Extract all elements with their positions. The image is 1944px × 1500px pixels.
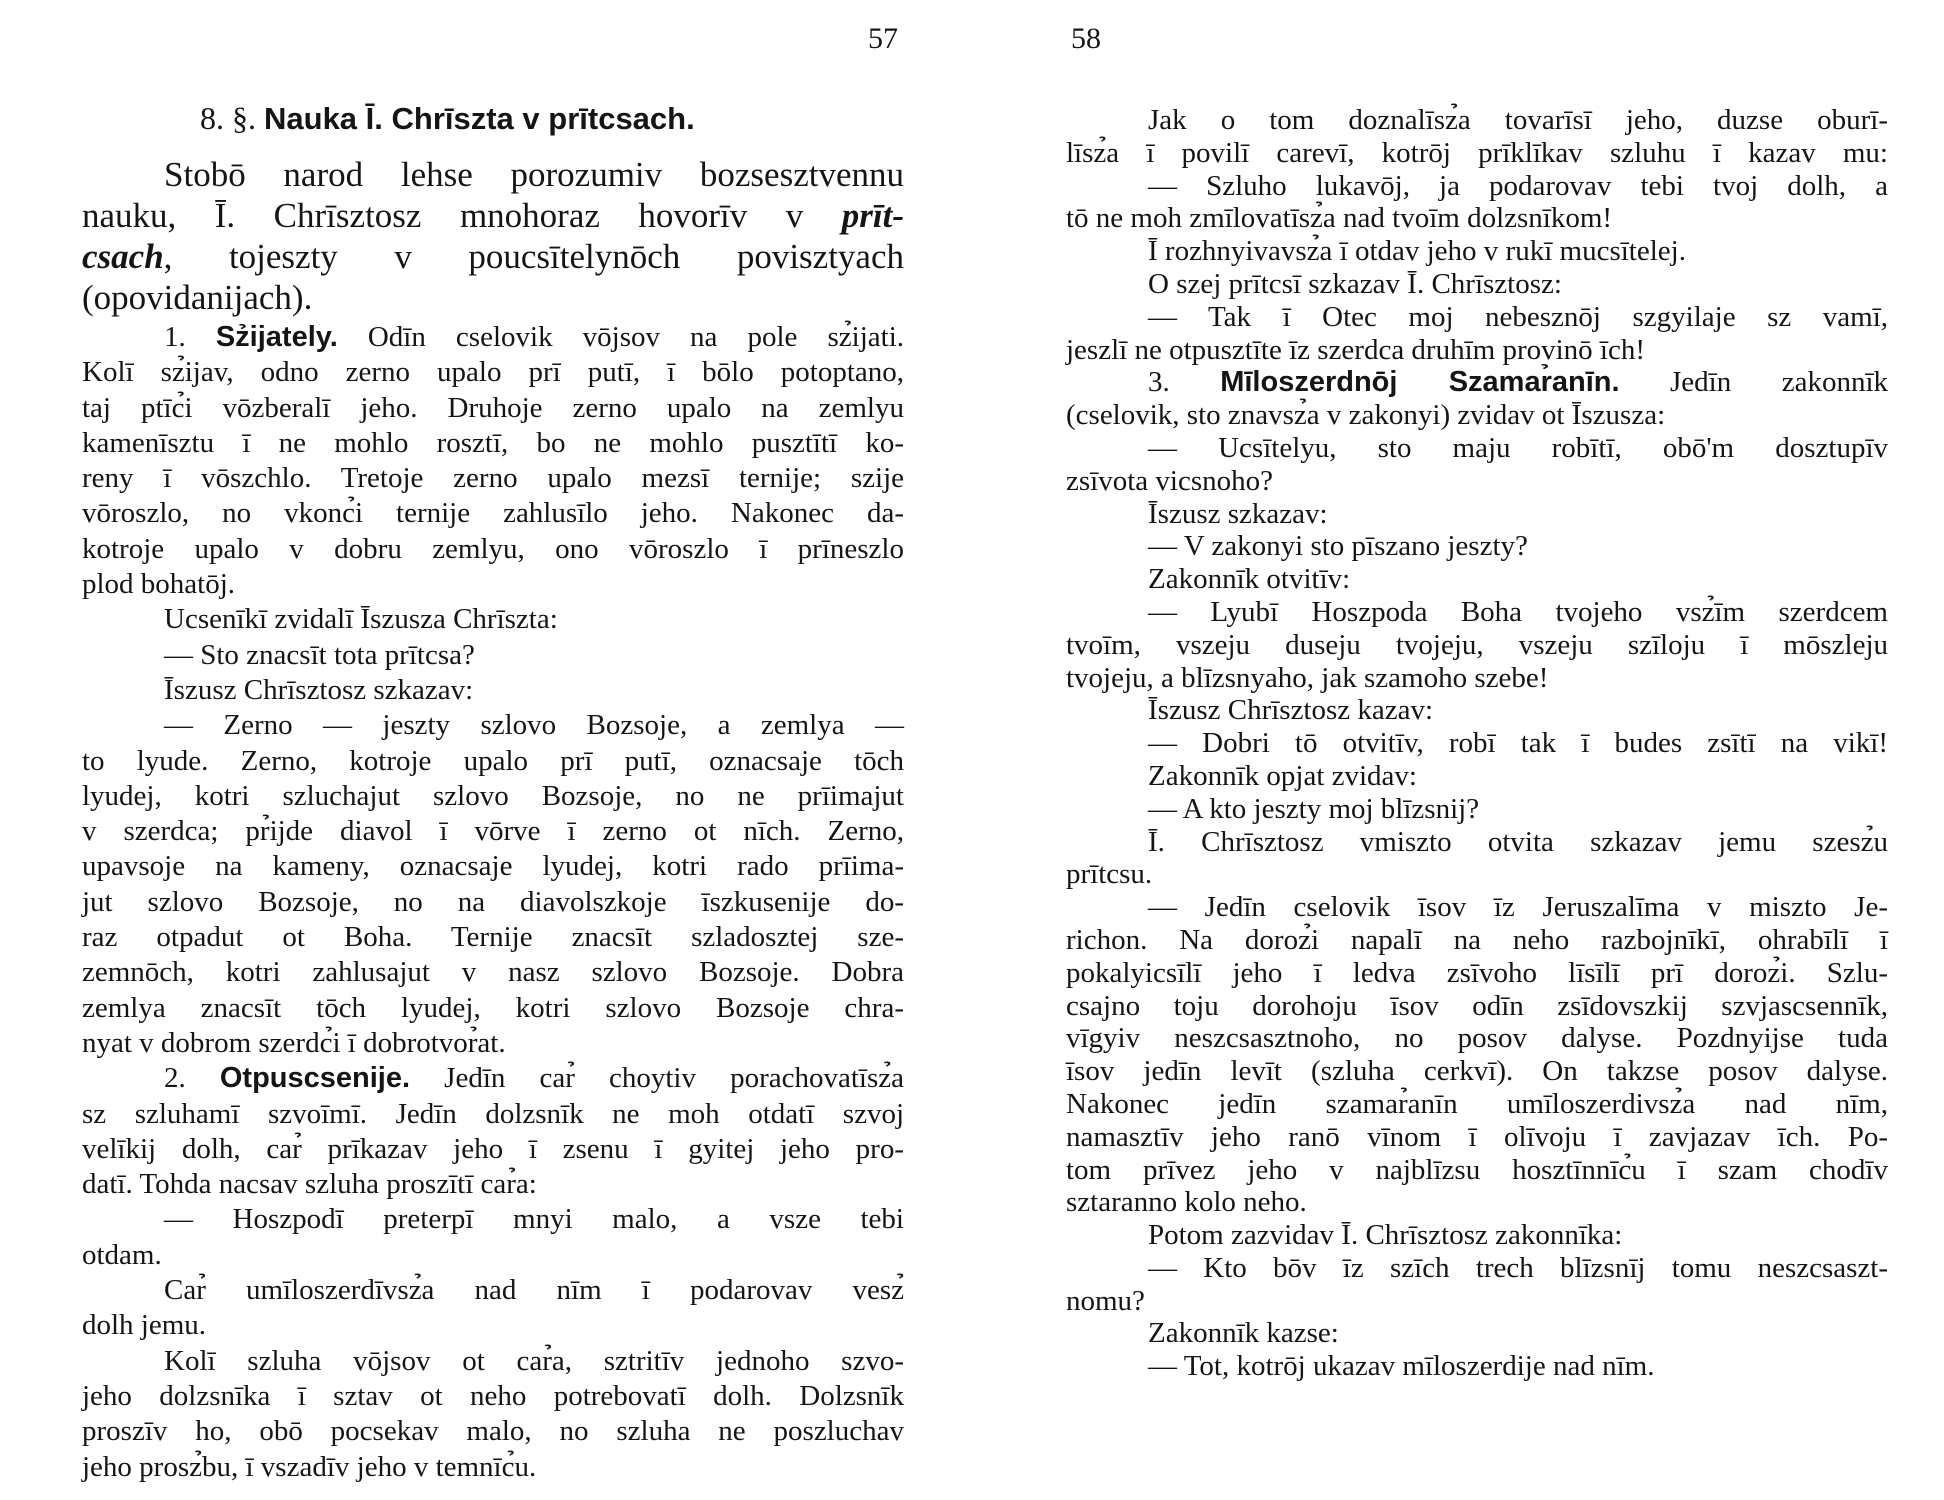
text-line bbox=[1066, 891, 1888, 924]
text-line bbox=[1066, 366, 1888, 399]
line-text: — Tot, kotrōj ukazav mīloszerdije nad nīm. bbox=[1148, 1350, 1655, 1383]
text-line bbox=[82, 673, 904, 708]
line-text: — Kto bōv īz szīch trech blīzsnīj tomu neszcsaszt- bbox=[1148, 1251, 1888, 1284]
line-text: Īszusz Chrīsztosz kazav: bbox=[1148, 694, 1434, 727]
line-text: datī. Tohda nacsav szluha proszītī car̉a: bbox=[82, 1168, 537, 1201]
line-text: v szerdca; pr̉ijde diavol ī vōrve ī zerno ot nīch. Zerno, bbox=[82, 815, 904, 848]
text-line bbox=[82, 1450, 904, 1485]
line-text: — Dobri tō otvitīv, robī tak ī budes zsītī na vikī! bbox=[1148, 727, 1888, 760]
text-line bbox=[1066, 596, 1888, 629]
line-text: velīkij dolh, car̉ prīkazav jeho ī zsenu ī gyitej jeho pro- bbox=[82, 1132, 904, 1165]
line-text: zemlya znacsīt tōch lyudej, kotri szlovo Bozsoje chra- bbox=[82, 991, 904, 1024]
line-text: 3. bbox=[1148, 366, 1221, 399]
paragraph-title: Sz̉ijately. bbox=[215, 321, 338, 353]
text-line bbox=[1066, 1121, 1888, 1154]
line-text: Īszusz Chrīsztosz szkazav: bbox=[164, 673, 474, 706]
text-line bbox=[82, 849, 904, 884]
text-line bbox=[82, 195, 904, 236]
line-text: jeszlī ne otpusztīte īz szerdca druhīm provinō īch! bbox=[1066, 333, 1646, 366]
text-line bbox=[1066, 432, 1888, 465]
text-line bbox=[1066, 137, 1888, 170]
section-heading bbox=[200, 100, 695, 137]
intro-paragraph bbox=[82, 154, 904, 318]
text-line bbox=[1066, 170, 1888, 203]
text-line bbox=[82, 744, 904, 779]
line-text: plod bohatōj. bbox=[82, 568, 236, 601]
page-number-left: 57 bbox=[868, 22, 898, 55]
line-text: tom prīvez jeho v najblīzsu hosztīnnīc̉u ī szam chodīv bbox=[1066, 1153, 1888, 1186]
text-line bbox=[82, 496, 904, 531]
paragraph-title: Mīloszerdnōj Szamar̉anīn. bbox=[1220, 366, 1620, 399]
text-line bbox=[1066, 694, 1888, 727]
text-line bbox=[1066, 465, 1888, 498]
text-line bbox=[1066, 399, 1888, 432]
text-line bbox=[82, 602, 904, 637]
text-line bbox=[82, 1026, 904, 1061]
text-line bbox=[1066, 1252, 1888, 1285]
line-text: taj ptīc̉i vōzberalī jeho. Druhoje zerno upalo na zemlyu bbox=[82, 391, 904, 424]
line-text: sztaranno kolo neho. bbox=[1066, 1186, 1307, 1219]
text-line bbox=[1066, 924, 1888, 957]
line-text: tvojeju, a blīzsnyaho, jak szamoho szebe! bbox=[1066, 661, 1549, 694]
line-text: Ucsenīkī zvidalī Īszusza Chrīszta: bbox=[164, 603, 558, 636]
line-text: O szej prītcsī szkazav Ī. Chrīsztosz: bbox=[1148, 267, 1562, 300]
line-text: — Lyubī Hoszpoda Boha tvojeho vsz̉īm szerdcem bbox=[1148, 595, 1888, 628]
text-line bbox=[82, 1344, 904, 1379]
text-line bbox=[82, 1273, 904, 1308]
text-line bbox=[1066, 268, 1888, 301]
text-line bbox=[1066, 235, 1888, 268]
text-line bbox=[82, 1379, 904, 1414]
text-line bbox=[1066, 498, 1888, 531]
line-text: lyudej, kotri szluchajut szlovo Bozsoje, no ne prīimajut bbox=[82, 779, 904, 812]
text-line bbox=[1066, 334, 1888, 367]
line-text: līsz̉a ī povilī carevī, kotrōj prīklīkav szluhu ī kazav mu: bbox=[1066, 136, 1888, 169]
line-text: nomu? bbox=[1066, 1284, 1145, 1317]
text-line bbox=[82, 567, 904, 602]
text-line bbox=[82, 1061, 904, 1096]
text-line bbox=[82, 814, 904, 849]
line-text: nyat v dobrom szerdc̉i ī dobrotvor̉at. bbox=[82, 1026, 506, 1059]
line-text: Ī. Chrīsztosz vmiszto otvita szkazav jemu szesz̉u bbox=[1148, 825, 1888, 858]
text-line bbox=[82, 1414, 904, 1449]
text-line bbox=[82, 708, 904, 743]
text-line bbox=[82, 920, 904, 955]
line-text: zsīvota vicsnoho? bbox=[1066, 464, 1273, 497]
line-text: namasztīv jeho ranō vīnom ī olīvoju ī zavjazav īch. Po- bbox=[1066, 1120, 1888, 1153]
line-text: to lyude. Zerno, kotroje upalo prī putī, oznacsaje tōch bbox=[82, 744, 904, 777]
left-page-body bbox=[82, 320, 904, 1485]
line-text: Jedīn zakonnīk bbox=[1619, 366, 1888, 399]
line-text: , tojeszty v poucsītelynōch povisztyach bbox=[163, 237, 904, 276]
text-line bbox=[1066, 957, 1888, 990]
text-line bbox=[1066, 1088, 1888, 1121]
text-line bbox=[1066, 1055, 1888, 1088]
text-line bbox=[82, 885, 904, 920]
line-text: jeho prosz̉bu, ī vszadīv jeho v temnīc̉u. bbox=[82, 1450, 537, 1483]
line-text: — Szluho lukavōj, ja podarovav tebi tvoj dolh, a bbox=[1148, 169, 1888, 202]
text-line bbox=[1066, 202, 1888, 235]
text-line bbox=[1066, 793, 1888, 826]
line-text: dolh jemu. bbox=[82, 1309, 207, 1342]
text-line bbox=[1066, 563, 1888, 596]
text-line bbox=[1066, 826, 1888, 859]
line-text: (opovidanijach). bbox=[82, 278, 313, 317]
text-line bbox=[1066, 104, 1888, 137]
line-text: Ī rozhnyivavsz̉a ī otdav jeho v rukī mucsītelej. bbox=[1148, 235, 1686, 268]
line-text: (cselovik, sto znavsz̉a v zakonyi) zvidav ot Īszusza: bbox=[1066, 399, 1666, 432]
line-text: — Zerno — jeszty szlovo Bozsoje, a zemlya — bbox=[164, 709, 904, 742]
line-text: vōroszlo, no vkonc̉i ternije zahlusīlo jeho. Nakonec da- bbox=[82, 497, 904, 530]
line-text: — Hoszpodī preterpī mnyi malo, a vsze tebi bbox=[164, 1203, 904, 1236]
line-text: 1. bbox=[164, 321, 216, 353]
line-text: tvoīm, vszeju duseju tvojeju, vszeju szīloju ī mōszleju bbox=[1066, 628, 1888, 661]
line-text: — Jedīn cselovik īsov īz Jeruszalīma v miszto Je- bbox=[1148, 891, 1888, 924]
text-line bbox=[82, 1097, 904, 1132]
text-line bbox=[82, 1202, 904, 1237]
text-line bbox=[1066, 1219, 1888, 1252]
line-text: — V zakonyi sto pīszano jeszty? bbox=[1148, 530, 1528, 563]
text-line bbox=[1066, 1350, 1888, 1383]
line-text: Zakonnīk opjat zvidav: bbox=[1148, 759, 1417, 792]
line-text: prītcsu. bbox=[1066, 858, 1153, 891]
line-text: richon. Na doroz̉i napalī na neho razbojnīkī, ohrabīlī ī bbox=[1066, 923, 1888, 956]
right-page-body bbox=[1066, 104, 1888, 1383]
line-text: Kolī szluha vōjsov ot car̉a, sztritīv jednoho szvo- bbox=[164, 1344, 904, 1377]
line-text: kamenīsztu ī ne mohlo rosztī, bo ne mohlo pusztītī ko- bbox=[82, 426, 904, 459]
line-text: Zakonnīk kazse: bbox=[1148, 1317, 1339, 1350]
line-text: Odīn cselovik vōjsov na pole sz̉ijati. bbox=[337, 321, 905, 353]
line-text: otdam. bbox=[82, 1238, 162, 1271]
line-text: — A kto jeszty moj blīzsnij? bbox=[1148, 792, 1480, 825]
text-line bbox=[82, 638, 904, 673]
text-line bbox=[1066, 629, 1888, 662]
line-text: Kolī sz̉ijav, odno zerno upalo prī putī, ī bōlo potoptano, bbox=[82, 356, 904, 389]
section-title: Nauka Ī. Chrīszta v prītcsach. bbox=[264, 101, 695, 136]
line-text: reny ī vōszchlo. Tretoje zerno upalo mezsī ternije; szije bbox=[82, 462, 904, 495]
line-text: īsov jedīn levīt (szluha cerkvī). On takzse posov dalyse. bbox=[1066, 1055, 1888, 1088]
line-text: tō ne moh zmīlovatīsz̉a nad tvoīm dolzsnīkom! bbox=[1066, 202, 1613, 235]
line-text: vīgyiv neszcsasztnoho, no posov dalyse. Pozdnyijse tuda bbox=[1066, 1022, 1888, 1055]
text-line bbox=[82, 1308, 904, 1343]
line-text: Īszusz szkazav: bbox=[1148, 497, 1328, 530]
line-text: — Sto znacsīt tota prītcsa? bbox=[164, 638, 475, 671]
line-text: nauku, Ī. Chrīsztosz mnohoraz hovorīv v bbox=[82, 196, 842, 235]
text-line bbox=[1066, 301, 1888, 334]
line-text: kotroje upalo v dobru zemlyu, ono vōroszlo ī prīneszlo bbox=[82, 532, 904, 565]
text-line bbox=[82, 1132, 904, 1167]
text-line bbox=[1066, 1186, 1888, 1219]
line-text: proszīv ho, obō pocsekav malo, no szluha ne poszluchav bbox=[82, 1415, 904, 1448]
text-line bbox=[82, 991, 904, 1026]
text-line bbox=[82, 391, 904, 426]
line-text: Car̉ umīloszerdīvsz̉a nad nīm ī podarovav vesz̉ bbox=[164, 1274, 904, 1307]
text-line bbox=[1066, 1285, 1888, 1318]
text-line bbox=[82, 779, 904, 814]
line-text: jeho dolzsnīka ī sztav ot neho potrebovatī dolh. Dolzsnīk bbox=[82, 1379, 904, 1412]
section-number: 8. §. bbox=[200, 100, 264, 136]
line-text: Jak o tom doznalīsz̉a tovarīsī jeho, duzse oburī- bbox=[1148, 104, 1888, 136]
page-number-right: 58 bbox=[1071, 22, 1101, 55]
line-text: Nakonec jedīn szamar̉anīn umīloszerdivsz̉a nad nīm, bbox=[1066, 1087, 1888, 1120]
line-text: zemnōch, kotri zahlusajut v nasz szlovo Bozsoje. Dobra bbox=[82, 956, 904, 989]
text-line bbox=[1066, 990, 1888, 1023]
line-text: Potom zazvidav Ī. Chrīsztosz zakonnīka: bbox=[1148, 1219, 1623, 1252]
line-text: — Ucsītelyu, sto maju robītī, obō'm dosztupīv bbox=[1148, 431, 1888, 464]
text-line bbox=[82, 320, 904, 355]
line-text: raz otpadut ot Boha. Ternije znacsīt szladosztej sze- bbox=[82, 921, 904, 954]
text-line bbox=[1066, 760, 1888, 793]
text-line bbox=[82, 1167, 904, 1202]
text-line bbox=[82, 236, 904, 277]
line-text: 2. bbox=[164, 1062, 220, 1095]
text-line bbox=[1066, 858, 1888, 891]
line-text: jut szlovo Bozsoje, no na diavolszkoje īszkusenije do- bbox=[82, 885, 904, 918]
text-line bbox=[82, 532, 904, 567]
text-line bbox=[1066, 1022, 1888, 1055]
emphasis: csach bbox=[82, 237, 164, 276]
text-line bbox=[82, 426, 904, 461]
line-text: upavsoje na kameny, oznacsaje lyudej, kotri rado prīima- bbox=[82, 850, 904, 883]
line-text: csajno toju dorohoju īsov odīn zsīdovszkij szvjascsennīk, bbox=[1066, 989, 1888, 1022]
text-line bbox=[1066, 1317, 1888, 1350]
text-line bbox=[82, 461, 904, 496]
text-line bbox=[1066, 727, 1888, 760]
text-line bbox=[82, 355, 904, 390]
text-line bbox=[1066, 662, 1888, 695]
text-line bbox=[82, 154, 904, 195]
text-line bbox=[82, 277, 904, 318]
line-text: sz szluhamī szvoīmī. Jedīn dolzsnīk ne moh otdatī szvoj bbox=[82, 1097, 904, 1130]
text-line bbox=[1066, 530, 1888, 563]
text-line bbox=[82, 955, 904, 990]
line-text: pokalyicsīlī jeho ī ledva zsīvoho līsīlī prī doroz̉i. Szlu- bbox=[1066, 956, 1888, 989]
line-text: Zakonnīk otvitīv: bbox=[1148, 563, 1351, 596]
emphasis: prīt- bbox=[841, 196, 904, 235]
paragraph-title: Otpuscsenije. bbox=[219, 1062, 411, 1095]
text-line bbox=[82, 1238, 904, 1273]
line-text: Jedīn car̉ choytiv porachovatīsz̉a bbox=[410, 1062, 905, 1095]
text-line bbox=[1066, 1154, 1888, 1187]
line-text: — Tak ī Otec moj nebesznōj szgyilaje sz vamī, bbox=[1148, 300, 1888, 333]
line-text: Stobō narod lehse porozumiv bozsesztvennu bbox=[164, 155, 904, 194]
